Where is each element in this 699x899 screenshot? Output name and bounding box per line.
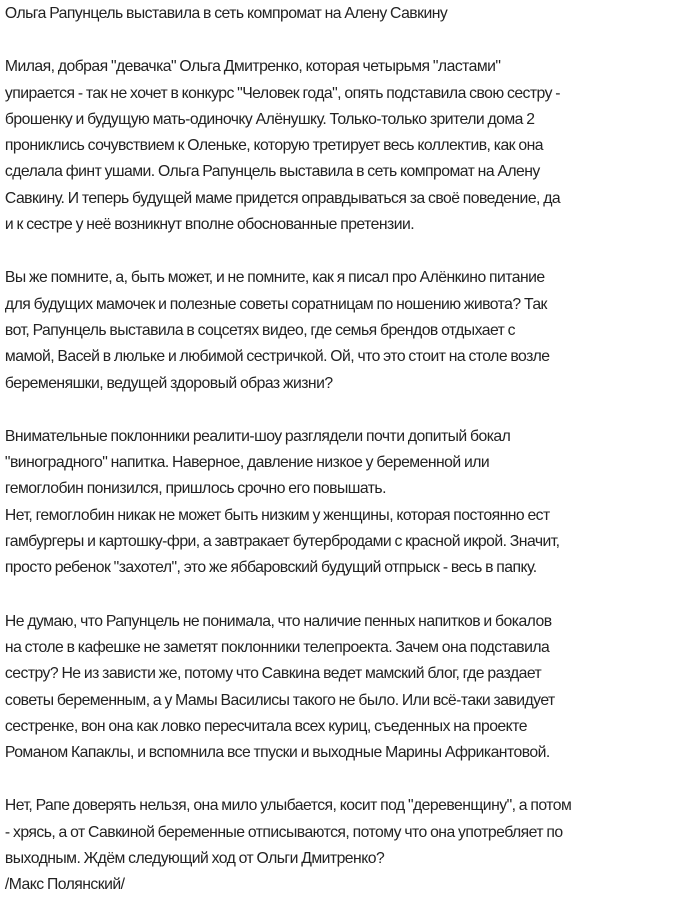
paragraph-3 xyxy=(5,424,689,582)
spacer xyxy=(5,27,689,54)
paragraph-line: Нет, Рапе доверять нельзя, она мило улыбается, косит под "деревенщину", а потом xyxy=(4,797,572,815)
paragraph-line: сестру? Не из зависти же, потому что Савкина ведет мамский блог, где раздает xyxy=(4,665,542,683)
paragraph-line: Савкину. И теперь будущей маме придется оправдываться за своё поведение, да xyxy=(4,189,561,207)
paragraph-line: Нет, гемоглобин никак не может быть низким у женщины, которая постоянно ест xyxy=(4,506,550,524)
paragraph-line: брошенку и будущую мать-одиночку Алёнушку. Только-только зрители дома 2 xyxy=(4,110,535,128)
paragraph-line: мамой, Васей в люльке и любимой сестричкой. Ой, что это стоит на столе возле xyxy=(4,348,550,366)
paragraph-line: Не думаю, что Рапунцель не понимала, что наличие пенных напитков и бокалов xyxy=(4,612,552,630)
paragraph-line: беременяшки, ведущей здоровый образ жизни? xyxy=(4,374,333,392)
author-signature: /Макс Полянский/ xyxy=(4,876,125,894)
paragraph-line: сделала финт ушами. Ольга Рапунцель выставила в сеть компромат на Алену xyxy=(4,163,540,181)
spacer xyxy=(5,582,689,609)
paragraph-line: выходным. Ждём следующий ход от Ольги Дмитренко? xyxy=(4,850,385,868)
article xyxy=(0,1,689,899)
spacer xyxy=(5,397,689,424)
paragraph-line: и к сестре у неё возникнут вполне обоснованные претензии. xyxy=(4,216,415,234)
paragraph-line: советы беременным, а у Мамы Василисы такого не было. Или всё-таки завидует xyxy=(4,691,555,709)
paragraph-line: просто ребенок "захотел", это же яббаровский будущий отпрыск - весь в папку. xyxy=(4,559,537,577)
paragraph-line: для будущих мамочек и полезные советы соратницам по ношению живота? Так xyxy=(4,295,547,313)
paragraph-2 xyxy=(5,265,689,396)
paragraph-line: упирается - так не хочет в конкурс "Человек года", опять подставила свою сестру - xyxy=(4,84,561,102)
paragraph-line: Романом Капаклы, и вспомнила все тпуски и выходные Марины Африкантовой. xyxy=(4,744,550,762)
article-title: Ольга Рапунцель выставила в сеть компромат на Алену Савкину xyxy=(4,5,448,22)
paragraph-line: - хрясь, а от Савкиной беременные отписываются, потому что она употребляет по xyxy=(4,823,563,841)
paragraph-line: гемоглобин понизился, пришлось срочно его повышать. xyxy=(4,480,386,498)
paragraph-line: прониклись сочувствием к Оленьке, которую третирует весь коллектив, как она xyxy=(4,137,543,155)
paragraph-line: гамбургеры и картошку-фри, а завтракает бутербродами с красной икрой. Значит, xyxy=(4,533,560,551)
spacer xyxy=(5,238,689,265)
paragraph-1 xyxy=(5,54,689,238)
paragraph-4 xyxy=(5,609,689,767)
paragraph-line: вот, Рапунцель выставила в соцсетях видео, где семья брендов отдыхает с xyxy=(4,321,516,339)
paragraph-line: "виноградного" напитка. Наверное, давление низкое у беременной или xyxy=(4,454,490,472)
paragraph-5 xyxy=(5,793,689,898)
paragraph-line: на столе в кафешке не заметят поклонники телепроекта. Зачем она подставила xyxy=(4,638,550,656)
paragraph-line: Милая, добрая "девачка" Ольга Дмитренко, которая четырьмя "ластами" xyxy=(4,58,501,76)
spacer xyxy=(5,766,689,793)
paragraph-line: Вы же помните, а, быть может, и не помните, как я писал про Алёнкино питание xyxy=(4,269,545,287)
paragraph-line: сестренке, вон она как ловко пересчитала всех куриц, съеденных на проекте xyxy=(4,717,527,735)
paragraph-line: Внимательные поклонники реалити-шоу разглядели почти допитый бокал xyxy=(4,427,511,445)
